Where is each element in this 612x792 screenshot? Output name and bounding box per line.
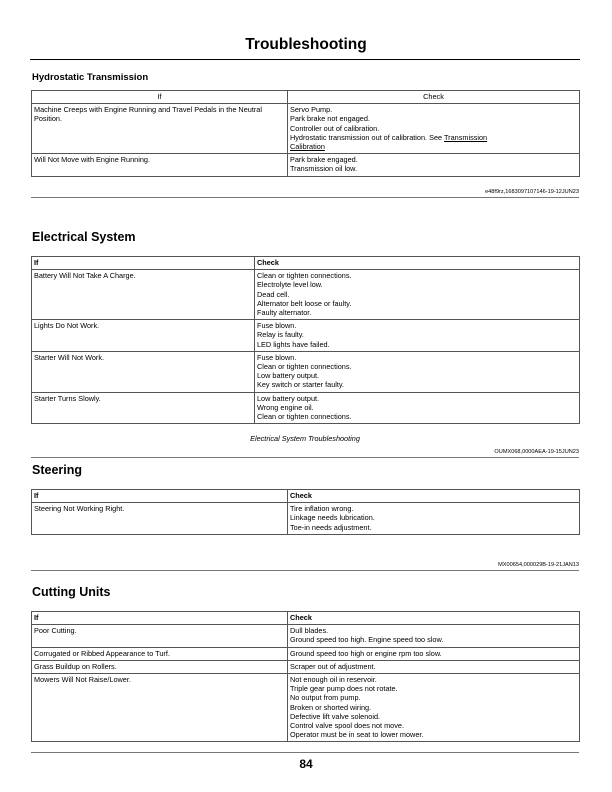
reference-code: OUMX068,0000AEA-19-15JUN23 [494, 449, 579, 456]
check-cell [288, 104, 580, 154]
check-line: Broken or shorted wiring. [290, 702, 372, 712]
reference-code: e48f9rz,1683097107146-19-12JUN23 [485, 188, 579, 195]
if-cell: Starter Turns Slowly. [32, 392, 255, 424]
check-cell [255, 351, 580, 392]
check-line: Dull blades. [290, 626, 329, 636]
if-cell: Mowers Will Not Raise/Lower. [32, 674, 288, 742]
table-caption: Electrical System Troubleshooting [250, 434, 360, 444]
check-line: Toe-in needs adjustment. [290, 522, 372, 532]
table-header-row [32, 490, 580, 503]
check-cell [288, 625, 580, 647]
check-line [290, 142, 577, 151]
check-line: Ground speed too high or engine rpm too slow. [290, 648, 442, 658]
check-line [290, 133, 577, 142]
electrical-section [31, 230, 579, 458]
if-cell: Lights Do Not Work. [32, 320, 255, 352]
check-line: Park brake not engaged. [290, 114, 370, 124]
column-header-check: Check [288, 612, 580, 625]
check-line: LED lights have failed. [257, 339, 330, 349]
check-line: Control valve spool does not move. [290, 721, 404, 731]
check-line: Operator must be in seat to lower mower. [290, 730, 424, 740]
table-header-row [32, 257, 580, 270]
table-row [32, 392, 580, 424]
check-line: Wrong engine oil. [257, 402, 314, 412]
check-line: Low battery output. [257, 393, 320, 403]
check-line: Fuse blown. [257, 352, 297, 362]
check-line: Electrolyte level low. [257, 280, 323, 290]
column-header-if: If [32, 91, 288, 104]
transmission-calibration-link-cont[interactable]: Calibration [290, 142, 325, 152]
check-cell [255, 392, 580, 424]
electrical-heading: Electrical System [32, 230, 136, 244]
if-cell: Corrugated or Ribbed Appearance to Turf. [32, 647, 288, 660]
check-cell [288, 503, 580, 535]
table-row [32, 154, 580, 176]
check-line: Alternator belt loose or faulty. [257, 298, 352, 308]
steering-table [31, 489, 580, 535]
steering-heading: Steering [32, 463, 83, 477]
if-cell: Grass Buildup on Rollers. [32, 660, 288, 673]
electrical-table [31, 256, 580, 424]
if-cell: Will Not Move with Engine Running. [32, 154, 288, 176]
column-header-check: Check [288, 91, 580, 104]
check-line: Scraper out of adjustment. [290, 661, 376, 671]
table-row [32, 351, 580, 392]
section-divider [31, 197, 579, 198]
hydrostatic-section [31, 72, 579, 198]
section-divider [31, 570, 579, 571]
table-row [32, 647, 580, 660]
footer-divider [31, 752, 579, 753]
check-line: Clean or tighten connections. [257, 271, 352, 281]
check-line: Transmission oil low. [290, 164, 358, 174]
hydrostatic-heading: Hydrostatic Transmission [32, 72, 149, 83]
if-cell: Steering Not Working Right. [32, 503, 288, 535]
table-header-row [32, 612, 580, 625]
check-line: Relay is faulty. [257, 330, 304, 340]
table-row [32, 674, 580, 742]
table-row [32, 104, 580, 154]
check-cell [288, 647, 580, 660]
check-line: No output from pump. [290, 693, 361, 703]
check-cell [255, 270, 580, 320]
title-divider [30, 59, 580, 60]
check-cell [288, 154, 580, 176]
cutting-section [31, 585, 579, 742]
page-number: 84 [299, 757, 313, 771]
column-header-check: Check [288, 490, 580, 503]
check-line: Clean or tighten connections. [257, 362, 352, 372]
table-header-row [32, 91, 580, 104]
check-line: Low battery output. [257, 371, 320, 381]
check-line: Ground speed too high. Engine speed too slow. [290, 635, 444, 645]
check-cell [255, 320, 580, 352]
table-row [32, 320, 580, 352]
check-line: Fuse blown. [257, 321, 297, 331]
check-line: Park brake engaged. [290, 155, 358, 165]
cutting-heading: Cutting Units [32, 585, 111, 599]
page-title: Troubleshooting [245, 36, 367, 53]
hydrostatic-table [31, 90, 580, 177]
section-divider [31, 457, 579, 458]
check-line: Dead cell. [257, 289, 290, 299]
check-cell [288, 660, 580, 673]
check-line: Tire inflation wrong. [290, 504, 354, 514]
check-line: Defective lift valve solenoid. [290, 711, 381, 721]
check-cell [288, 674, 580, 742]
check-line: Not enough oil in reservoir. [290, 675, 377, 685]
check-line: Triple gear pump does not rotate. [290, 684, 398, 694]
column-header-check: Check [255, 257, 580, 270]
table-row [32, 625, 580, 647]
column-header-if: If [32, 612, 288, 625]
check-line: Controller out of calibration. [290, 123, 380, 133]
check-line: Faulty alternator. [257, 308, 312, 318]
table-row [32, 503, 580, 535]
table-row [32, 270, 580, 320]
column-header-if: If [32, 257, 255, 270]
check-line: Linkage needs lubrication. [290, 513, 375, 523]
if-cell: Starter Will Not Work. [32, 351, 255, 392]
if-cell: Machine Creeps with Engine Running and Travel Pedals in the Neutral Position. [32, 104, 288, 154]
cutting-table [31, 611, 580, 742]
column-header-if: If [32, 490, 288, 503]
steering-section [31, 463, 579, 571]
check-line: Clean or tighten connections. [257, 412, 352, 422]
table-row [32, 660, 580, 673]
check-text: Hydrostatic transmission out of calibration. See [290, 132, 444, 142]
transmission-calibration-link[interactable]: Transmission [443, 132, 488, 142]
reference-code: MX00654,000029B-19-21JAN13 [498, 561, 579, 568]
check-line: Key switch or starter faulty. [257, 380, 345, 390]
check-line: Servo Pump. [290, 105, 333, 115]
if-cell: Battery Will Not Take A Charge. [32, 270, 255, 320]
if-cell: Poor Cutting. [32, 625, 288, 647]
